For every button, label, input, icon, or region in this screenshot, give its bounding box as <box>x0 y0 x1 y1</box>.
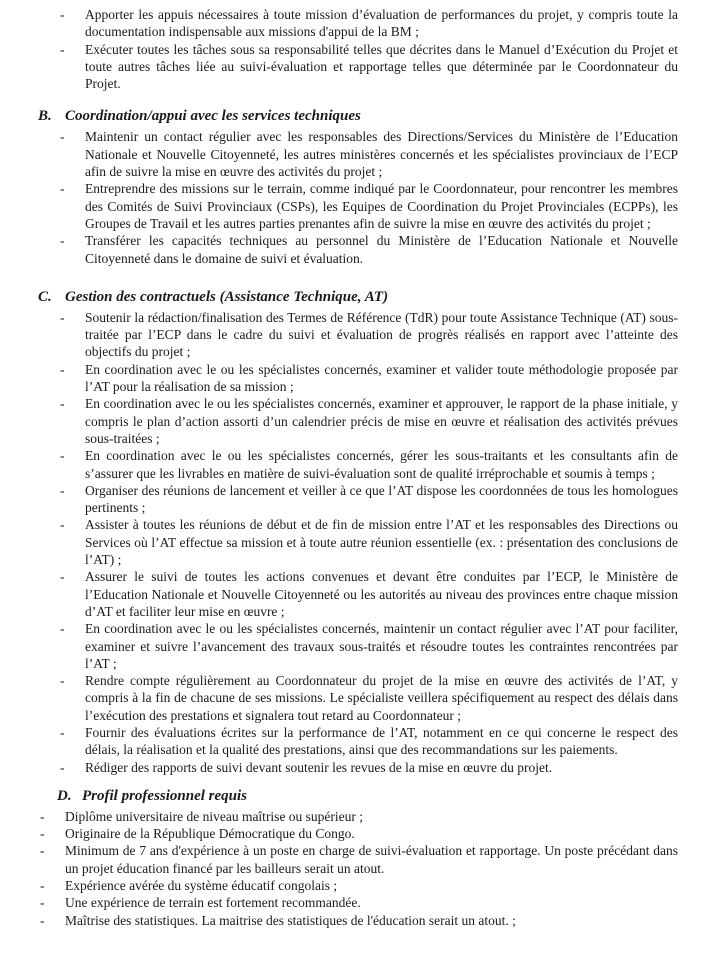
bullet-text: Diplôme universitaire de niveau maîtrise ou supérieur ; <box>65 808 364 824</box>
section-label: B. <box>38 108 52 125</box>
list-item <box>38 516 678 568</box>
dash-bullet-marker: - <box>60 129 65 145</box>
section-heading <box>38 107 678 125</box>
section-title: Profil professionnel requis <box>82 787 248 804</box>
bullet-text: Rédiger des rapports de suivi devant soutenir les revues de la mise en œuvre du projet. <box>85 759 553 775</box>
section-label: C. <box>38 288 52 305</box>
list-item <box>38 447 678 482</box>
dash-bullet-marker: - <box>60 361 65 377</box>
dash-bullet-marker: - <box>40 878 45 894</box>
list-item <box>38 759 678 776</box>
section-profil-professionnel <box>38 787 678 929</box>
list-item <box>38 361 678 396</box>
bullet-text: En coordination avec le ou les spécialistes concernés, gérer les sous-traitants et les consultants afin de s’assurer que les livrables en matière de suivi-évaluation sont de qualité irréprochable et soumis à temps ; <box>85 448 678 481</box>
bullet-text: Minimum de 7 ans d'expérience à un poste en charge de suivi-évaluation et rapportage. Un poste précédant dans un projet éducation financé par les bailleurs serait un atout. <box>65 843 678 876</box>
bullet-text: Soutenir la rédaction/finalisation des Termes de Référence (TdR) pour toute Assistance Technique (AT) sous-traitée par l’ECP dans le cadre du suivi et évaluation de progrès réalisés en rapport avec l’atteinte des objectifs du projet ; <box>85 309 678 360</box>
dash-bullet-marker: - <box>60 759 65 775</box>
bullet-text: Une expérience de terrain est fortement recommandée. <box>65 895 361 911</box>
list-item <box>38 395 678 447</box>
dash-bullet-marker: - <box>60 724 65 740</box>
bullet-text: Maîtrise des statistiques. La maitrise des statistiques de l'éducation serait un atout. ; <box>65 912 516 928</box>
intro-bullet-list <box>38 6 678 92</box>
dash-bullet-marker: - <box>40 895 45 911</box>
section-label: D. <box>57 787 72 804</box>
bullet-text: Entreprendre des missions sur le terrain, comme indiqué par le Coordonnateur, pour rencontrer les membres des Comités de Suivi Provinciaux (CSPs), les Equipes de Coordination du Projet Provinciales (ECPPs), les Groupes de Travail et les autres parties prenantes afin de suivre la mise en œuvre des activités du projet ; <box>85 181 678 231</box>
bullet-text: En coordination avec le ou les spécialistes concernés, maintenir un contact régulier avec l’AT pour faciliter, examiner et suivre l’avancement des travaux sous-traités et résoudre toutes les contraintes rencontrées par l’AT ; <box>85 621 678 671</box>
bullet-text: En coordination avec le ou les spécialistes concernés, examiner et approuver, le rapport de la phase initiale, y compris le plan d’action assorti d’un calendrier précis de mise en œuvre et réalisation des activités prévues sous-traitées ; <box>85 396 678 446</box>
bullet-text: Rendre compte régulièrement au Coordonnateur du projet de la mise en œuvre des activités de l’AT, y compris à la fin de chacune de ses missions. Le spécialiste veillera spécifiquement au respect des délais dans l’exécution des prestations et signalera tout retard au Coordonnateur ; <box>85 673 678 723</box>
list-item <box>38 825 678 842</box>
dash-bullet-marker: - <box>60 41 65 57</box>
dash-bullet-marker: - <box>60 448 65 464</box>
list-item <box>38 877 678 894</box>
dash-bullet-marker: - <box>60 621 65 637</box>
list-item <box>38 482 678 517</box>
list-item <box>38 912 678 929</box>
dash-bullet-marker: - <box>60 482 65 498</box>
dash-bullet-marker: - <box>60 517 65 533</box>
bullet-text: Exécuter toutes les tâches sous sa responsabilité telles que décrites dans le Manuel d’Exécution du Projet et toute autres tâches liée au suivi-évaluation et rapportage telles que déterminée par le Coordonnateur du Projet. <box>85 41 678 92</box>
list-item <box>38 672 678 724</box>
bullet-text: Assurer le suivi de toutes les actions convenues et devant être conduites par l’ECP, le Ministère de l’Education Nationale et Nouvelle Citoyenneté ou les autorités au niveau des provinces entre chaque mission d’AT et faciliter leur mise en œuvre ; <box>85 569 678 619</box>
section-title: Gestion des contractuels (Assistance Technique, AT) <box>65 288 389 305</box>
section-gestion-contractuels <box>38 288 678 776</box>
list-item <box>38 842 678 877</box>
list-item <box>38 808 678 825</box>
dash-bullet-marker: - <box>40 843 45 859</box>
bullet-text: Fournir des évaluations écrites sur la performance de l’AT, notamment en ce qui concerne le respect des délais, la réalisation et la qualité des prestations, ainsi que des recommandations sur les paiements. <box>85 724 678 758</box>
list-item <box>38 6 678 41</box>
dash-bullet-marker: - <box>60 569 65 585</box>
dash-bullet-marker: - <box>60 309 65 325</box>
bullet-text: Assister à toutes les réunions de début et de fin de mission entre l’AT et les responsables des Directions ou Services où l’AT effectue sa mission et à toute autre réunion essentielle (ex. : présentation des conclusions de l’AT) ; <box>85 517 678 568</box>
section-d-bullet-list <box>38 808 678 929</box>
dash-bullet-marker: - <box>40 826 45 842</box>
bullet-text: Apporter les appuis nécessaires à toute mission d’évaluation de performances du projet, y compris toute la documentation indispensable aux missions d'appui de la BM ; <box>85 7 678 40</box>
dash-bullet-marker: - <box>40 808 45 824</box>
bullet-text: Expérience avérée du système éducatif congolais ; <box>65 878 338 894</box>
dash-bullet-marker: - <box>60 7 65 22</box>
list-item <box>38 724 678 759</box>
bullet-text: En coordination avec le ou les spécialistes concernés, examiner et valider toute méthodologie proposée par l’AT pour la réalisation de sa mission ; <box>85 361 678 395</box>
bullet-text: Organiser des réunions de lancement et veiller à ce que l’AT dispose les coordonnées de tous les homologues pertinents ; <box>85 482 678 516</box>
bullet-text: Originaire de la République Démocratique du Congo. <box>65 826 355 842</box>
list-item <box>38 180 678 232</box>
bullet-text: Transférer les capacités techniques au personnel du Ministère de l’Education Nationale et Nouvelle Citoyenneté dans le domaine de suivi et évaluation. <box>85 233 678 266</box>
list-item <box>38 41 678 93</box>
dash-bullet-marker: - <box>60 673 65 689</box>
list-item <box>38 894 678 911</box>
bullet-text: Maintenir un contact régulier avec les responsables des Directions/Services du Ministère de l’Education Nationale et Nouvelle Citoyenneté, les autres ministères concernés et les spécialistes provinciaux de l’ECP afin de suivre la mise en œuvre des activités du projet ; <box>85 129 678 180</box>
section-heading <box>57 787 678 805</box>
dash-bullet-marker: - <box>40 912 45 928</box>
list-item <box>38 309 678 361</box>
section-title: Coordination/appui avec les services techniques <box>65 108 361 125</box>
dash-bullet-marker: - <box>60 233 65 249</box>
section-b-bullet-list <box>38 128 678 266</box>
dash-bullet-marker: - <box>60 181 65 197</box>
list-item <box>38 128 678 180</box>
section-heading <box>38 288 678 306</box>
list-item <box>38 568 678 620</box>
section-coordination-appui <box>38 107 678 266</box>
list-item <box>38 232 678 267</box>
list-item <box>38 620 678 672</box>
dash-bullet-marker: - <box>60 396 65 412</box>
section-c-bullet-list <box>38 309 678 776</box>
